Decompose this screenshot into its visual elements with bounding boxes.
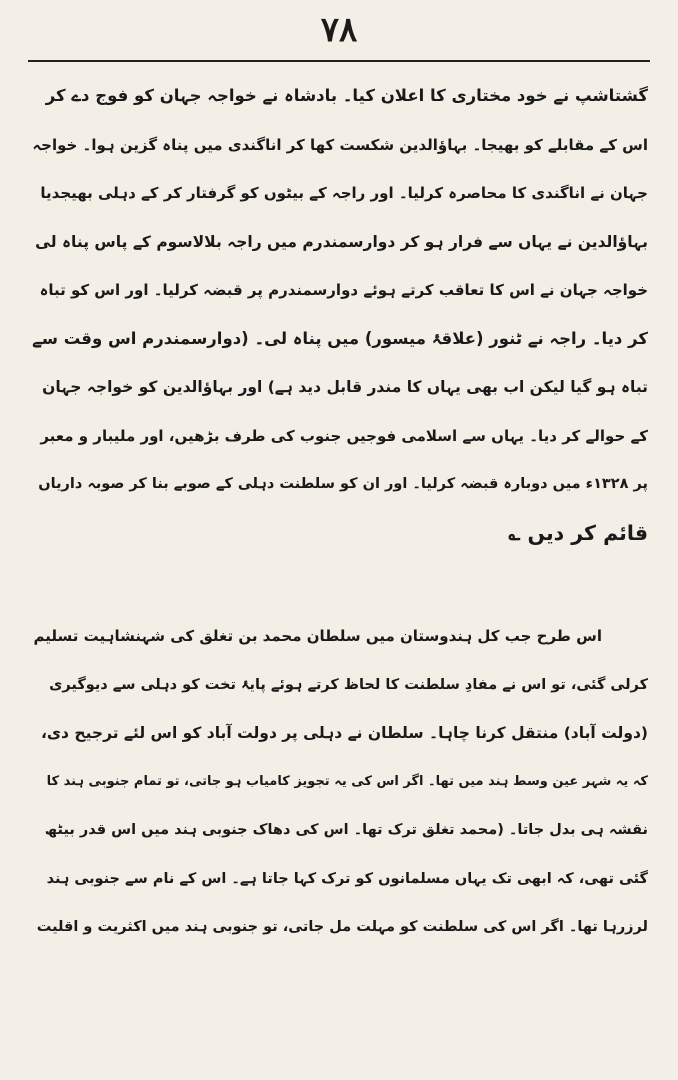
text-line: پر ۱۳۲۸ء میں دوبارہ قبضہ کرلیا۔ اور ان کو سلطنت دہلی کے صوبے بنا کر صوبہ داریاں bbox=[38, 476, 648, 492]
text-line: اس کے مقابلے کو بھیجا۔ بہاؤالدین شکست کھا کر اناگندی میں پناہ گزین ہوا۔ خواجہ bbox=[32, 135, 648, 154]
text-line: خواجہ جہان نے اس کا تعاقب کرتے ہوئے دوارسمندرم پر قبضہ کرلیا۔ اور اس کو تباہ bbox=[39, 281, 648, 299]
header-rule bbox=[28, 60, 650, 62]
page-number: ۷۸ bbox=[320, 10, 358, 50]
text-line: گشتاشپ نے خود مختاری کا اعلان کیا۔ بادشاہ نے خواجہ جہان کو فوج دے کر bbox=[45, 86, 648, 105]
text-line: نقشہ ہی بدل جاتا۔ (محمد تغلق ترک تھا۔ اس کی دھاک جنوبی ہند میں اس قدر بیٹھ bbox=[44, 822, 648, 838]
text-line: لرزرہا تھا۔ اگر اس کی سلطنت کو مہلت مل جاتی، تو جنوبی ہند میں اکثریت و اقلیت bbox=[36, 919, 648, 935]
text-line: گئی تھی، کہ ابھی تک یہاں مسلمانوں کو ترک کہا جاتا ہے۔ اس کے نام سے جنوبی ہند bbox=[46, 870, 648, 887]
text-line: کہ یہ شہر عین وسط ہند میں تھا۔ اگر اس کی یہ تجویز کامیاب ہو جاتی، تو تمام جنوبی ہند کا bbox=[46, 773, 648, 789]
text-line: (دولت آباد) منتقل کرنا چاہا۔ سلطان نے دہلی پر دولت آباد کو اس لئے ترجیح دی، bbox=[40, 724, 648, 742]
text-line: بہاؤالدین نے یہاں سے فرار ہو کر دوارسمندرم میں راجہ بلالاسوم کے پاس پناہ لی bbox=[35, 232, 648, 251]
text-line: کر دیا۔ راجہ نے ٹنور (علاقۂ میسور) میں پناہ لی۔ (دوارسمندرم اس وقت سے bbox=[32, 328, 648, 348]
paragraph-1 bbox=[30, 72, 648, 557]
text-line: تباہ ہو گیا لیکن اب بھی یہاں کا مندر قابل دید ہے) اور بہاؤالدین کو خواجہ جہان bbox=[42, 378, 648, 396]
text-line: جہان نے اناگندی کا محاصرہ کرلیا۔ اور راجہ کے بیٹوں کو گرفتار کر کے دہلی بھیجدیا bbox=[40, 184, 648, 202]
text-line: کے حوالے کر دیا۔ یہاں سے اسلامی فوجیں جنوب کی طرف بڑھیں، اور ملیبار و معبر bbox=[40, 426, 648, 445]
paragraph-2 bbox=[30, 612, 648, 952]
text-line: کرلی گئی، تو اس نے مفادِ سلطنت کا لحاظ کرتے ہوئے پایۂ تخت کو دہلی سے دیوگیری bbox=[49, 676, 648, 693]
text-line: قائم کر دیں ؎ bbox=[508, 520, 648, 545]
text-line: اس طرح جب کل ہندوستان میں سلطان محمد بن تغلق کی شہنشاہیت تسلیم bbox=[33, 627, 602, 645]
